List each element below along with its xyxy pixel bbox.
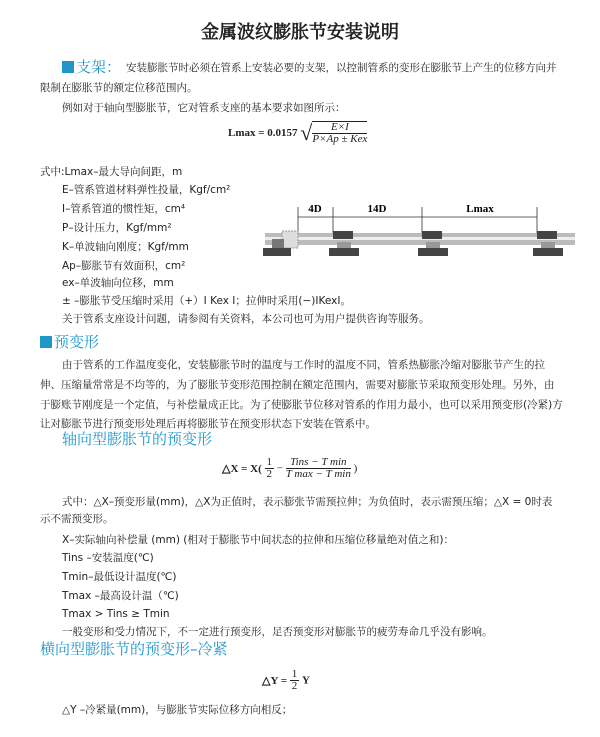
half-denominator: 2 — [266, 468, 273, 480]
support-note: 关于管系支座设计问题，请参阅有关资料，本公司也可为用户提供咨询等服务。 — [62, 313, 430, 325]
axial-line-note: 一般变形和受力情况下，不一定进行预变形，足否预变形对膨胀节的疲劳寿命几乎没有影响。 — [62, 626, 493, 638]
def-i: I–管系管道的惯性矩，cm⁴ — [62, 203, 186, 215]
axial-line-inequality: Tmax > Tins ≥ Tmin — [62, 608, 170, 620]
fixed-support — [263, 248, 291, 256]
label-lmax: Lmax — [466, 203, 494, 215]
axial-line2: 示不需预变形。 — [40, 513, 114, 525]
def-pm: ± –膨胀节受压缩时采用（+）I Kex I；拉伸时采用(−)IKexI。 — [62, 295, 351, 307]
section-heading-support — [62, 58, 121, 76]
def-ap: Ap–膨胀节有效面积，cm² — [62, 260, 186, 272]
formula-rhs: ) — [353, 462, 358, 475]
predeform-para-line1: 由于管系的工作温度变化，安装膨胀节时的温度与工作时的温度不同，管系热膨胀冷缩对膨胀节产生的拉 — [62, 359, 545, 371]
lmax-formula: Lmax = 0.0157 √ $\frac{E\times I}{\text{P×Ap ± Kex}}$ — [228, 120, 368, 145]
bellows — [282, 231, 298, 248]
formula-rhs: Y — [302, 674, 310, 687]
label-14d: 14D — [367, 203, 387, 215]
square-bullet-icon — [40, 336, 52, 348]
square-bullet-icon — [62, 61, 74, 73]
def-p: P–设计压力，Kgf/mm² — [62, 222, 172, 234]
support-spacing-diagram — [245, 195, 595, 265]
axial-line-tmin: Tmin–最低设计温度(℃) — [62, 571, 177, 583]
heading-text: 预变形 — [54, 333, 100, 351]
label-4d: 4D — [308, 203, 322, 215]
support-intro-line2: 限制在膨胀节的额定位移范围内。 — [40, 82, 198, 94]
formula-numerator: 1 — [291, 668, 298, 680]
predeform-para-line4: 让对膨胀节进行预变形处理后再将膨胀节在预变形状态下安装在管系中。 — [40, 418, 376, 430]
heading-text: 支架： — [76, 58, 122, 76]
formula-lhs: △Y = — [262, 675, 288, 687]
def-k: K–单波轴向刚度；Kgf/mm — [62, 241, 189, 253]
formula-numerator: Tins − T min — [286, 457, 351, 469]
def-e: E–管系管道材料弹性投量，Kgf/cm² — [62, 184, 231, 196]
predeform-para-line3: 于膨账节刚度是一个定值，与补偿量成正比。为了使膨胀节位移对管系的作用力最小，也可以采用预变形(冷紧)方 — [40, 399, 563, 411]
subheading-axial: 轴向型膨胀节的预变形 — [62, 430, 213, 448]
axial-line3: X–实际轴向补偿量 (mm) (相对于膨胀节中间状态的拉伸和压缩位移量绝对值之和)： — [62, 534, 454, 546]
lateral-formula — [262, 669, 310, 692]
axial-formula — [222, 457, 357, 480]
section-heading-predeform — [40, 333, 99, 351]
support-intro-line1: 安装膨胀节时必须在管系上安装必要的支架，以控制管系的变形在膨胀节上产生的位移方向并 — [126, 62, 557, 74]
support-example: 例如对于轴向型膨胀节，它对管系支座的基本要求如图所示： — [62, 102, 346, 114]
page-title: 金属波纹膨胀节安装说明 — [201, 22, 399, 43]
def-ex: ex–单波轴向位移，mm — [62, 277, 174, 289]
formula-numerator: E×I — [312, 122, 367, 134]
lateral-line: △Y –冷紧量(mm)，与膨胀节实际位移方向相反； — [62, 704, 293, 716]
formula-lhs: △X = X( — [222, 463, 262, 475]
formula-denominator: P×Ap ± Kex — [312, 133, 368, 145]
formula-denominator: 2 — [291, 680, 298, 692]
formula-denominator: T max − T min — [285, 468, 351, 480]
subheading-lateral: 横向型膨胀节的预变形–冷紧 — [40, 640, 228, 658]
axial-line1: 式中：△X–预变形量(mm)，△X为正值时，表示膨张节需预拉伸；为负值时，表示需预压缩；△X = 0时表 — [62, 496, 553, 508]
minus-sign: − — [276, 462, 283, 475]
formula-lhs: Lmax = 0.0157 — [228, 127, 298, 139]
axial-line-tins: Tins –安装温度(℃) — [62, 552, 154, 564]
half-numerator: 1 — [266, 456, 273, 468]
axial-line-tmax: Tmax –最高设计温（℃) — [62, 590, 179, 602]
predeform-para-line2: 伸、压缩量常常是不均等的，为了膨胀节变形范围控制在额定范围内，需要对膨胀节采取预变形处理。另外，由 — [40, 379, 555, 391]
def-lmax: 式中:Lmax–最大导向间距，m — [40, 166, 183, 178]
